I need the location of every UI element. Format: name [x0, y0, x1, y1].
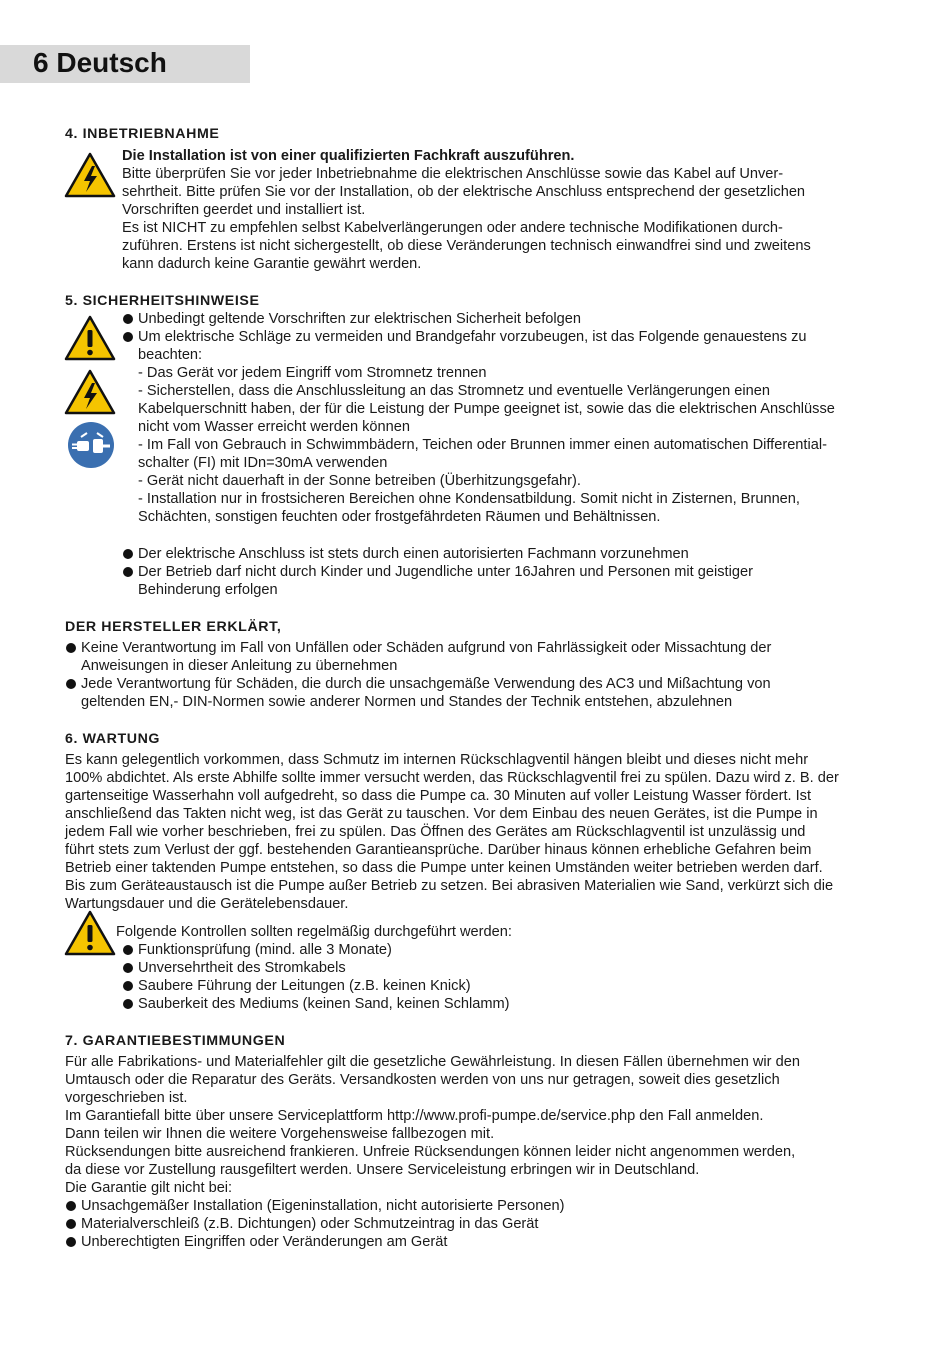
s7-line: Umtausch oder die Reparatur des Geräts. Versandkosten werden von uns nur getragen, soweit dies gesetzlich — [65, 1072, 780, 1088]
s5-line: - Im Fall von Gebrauch in Schwimmbädern, Teichen oder Brunnen immer einen automatischen Differential- — [138, 437, 827, 453]
s7-line: Rücksendungen bitte ausreichend frankieren. Unfreie Rücksendungen können leider nicht angenommen werden, — [65, 1144, 796, 1160]
manufacturer-line: Jede Verantwortung für Schäden, die durch die unsachgemäße Verwendung des AC3 und Mißachtung von — [81, 676, 771, 692]
s6-line: Es kann gelegentlich vorkommen, dass Schmutz im internen Rückschlagventil hängen bleibt und dieses nicht mehr — [65, 752, 809, 768]
s5-line: Um elektrische Schläge zu vermeiden und Brandgefahr vorzubeugen, ist das Folgende genauestens zu — [138, 329, 807, 345]
s6-line: anschließend das Takten nicht weg, ist das Gerät zu tauschen. Vor dem Einbau des neuen Gerätes, ist die Pumpe in — [65, 806, 818, 822]
s4-line: zuführen. Erstens ist nicht sichergestellt, ob diese Veränderungen technisch einwandfrei sind und zweitens — [122, 238, 811, 254]
s5-line: - Sicherstellen, dass die Anschlussleitung an das Stromnetz und eventuelle Verlängerungen einen — [138, 383, 770, 399]
s7-line: Dann teilen wir Ihnen die weitere Vorgehensweise fallbezogen mit. — [65, 1126, 495, 1142]
bullet-icon — [66, 643, 76, 653]
warning-icon — [64, 315, 116, 361]
section-7-heading: 7. GARANTIEBESTIMMUNGEN — [65, 1033, 286, 1049]
s6-line: Funktionsprüfung (mind. alle 3 Monate) — [138, 942, 392, 958]
s5-line: Schächten, sonstigen feuchten oder frostgefährdeten Räumen und Behältnissen. — [138, 509, 661, 525]
bullet-icon — [66, 679, 76, 689]
s7-line: da diese vor Zustellung rausgefiltert werden. Unsere Serviceleistung erbringen wir in Deutschland. — [65, 1162, 700, 1178]
s6-line: Saubere Führung der Leitungen (z.B. keinen Knick) — [138, 978, 471, 994]
s7-line: Die Garantie gilt nicht bei: — [65, 1180, 233, 1196]
s6-line: Folgende Kontrollen sollten regelmäßig durchgeführt werden: — [116, 924, 512, 940]
manufacturer-line: Keine Verantwortung im Fall von Unfällen oder Schäden aufgrund von Fahrlässigkeit oder Missachtung der — [81, 640, 772, 656]
bullet-icon — [123, 549, 133, 559]
s7-line: Für alle Fabrikations- und Materialfehler gilt die gesetzliche Gewährleistung. In diesen Fällen übernehmen wir den — [65, 1054, 800, 1070]
s7-line: Im Garantiefall bitte über unsere Serviceplattform http://www.profi-pumpe.de/service.php den Fall anmelden. — [65, 1108, 764, 1124]
bullet-icon — [123, 332, 133, 342]
s5-line: nicht vom Wasser erreicht werden können — [138, 419, 410, 435]
s5-line: Der Betrieb darf nicht durch Kinder und Jugendliche unter 16Jahren und Personen mit geistiger — [138, 564, 753, 580]
s6-line: gartenseitige Wasserhahn voll aufgedreht, so dass die Pumpe ca. 30 Minuten auf voller Leistung Wasser fördert. Ist — [65, 788, 812, 804]
s6-line: Betrieb einer taktenden Pumpe entstehen, so dass die Pumpe unter keinen Umständen weiter betrieben werden darf. — [65, 860, 823, 876]
bullet-icon — [123, 945, 133, 955]
bullet-icon — [123, 567, 133, 577]
s6-line: 100% abdichtet. Als erste Abhilfe sollte immer versucht werden, das Rückschlagventil frei zu spülen. Dazu wird z. B. der — [65, 770, 839, 786]
section-5-heading: 5. SICHERHEITSHINWEISE — [65, 293, 260, 309]
s5-line: - Gerät nicht dauerhaft in der Sonne betreiben (Überhitzungsgefahr). — [138, 473, 581, 489]
s5-line: - Installation nur in frostsicheren Bereichen ohne Kondensatbildung. Somit nicht in Zisternen, Brunnen, — [138, 491, 800, 507]
s5-line: schalter (FI) mit IDn=30mA verwenden — [138, 455, 388, 471]
s5-line: Unbedingt geltende Vorschriften zur elektrischen Sicherheit befolgen — [138, 311, 581, 327]
s4-line: Die Installation ist von einer qualifizierten Fachkraft auszuführen. — [122, 148, 575, 164]
s4-line: Vorschriften geerdet und installiert ist. — [122, 202, 366, 218]
s6-line: Unversehrtheit des Stromkabels — [138, 960, 346, 976]
s7-line: vorgeschrieben ist. — [65, 1090, 188, 1106]
bullet-icon — [123, 999, 133, 1009]
s5-line: - Das Gerät vor jedem Eingriff vom Stromnetz trennen — [138, 365, 487, 381]
s5-line: Behinderung erfolgen — [138, 582, 278, 598]
s4-line: Es ist NICHT zu empfehlen selbst Kabelverlängerungen oder andere technische Modifikationen durch- — [122, 220, 783, 236]
s6-line: führt stets zum Verlust der ggf. bestehenden Garantieansprüche. Darüber hinaus können erhebliche Gefahren beim — [65, 842, 812, 858]
warning-icon — [64, 910, 116, 956]
s4-line: Bitte überprüfen Sie vor jeder Inbetriebnahme die elektrischen Anschlüsse sowie das Kabel auf Unver- — [122, 166, 784, 182]
bullet-icon — [66, 1201, 76, 1211]
manufacturer-line: geltenden EN,- DIN-Normen sowie anderer Normen und Standes der Technik entstehen, abzulehnen — [81, 694, 733, 710]
s5-line: Kabelquerschnitt haben, der für die Leistung der Pumpe geeignet ist, sowie das die elektrischen Anschlüsse — [138, 401, 835, 417]
s6-line: jedem Fall wie vorher beschrieben, frei zu spülen. Das Öffnen des Gerätes am Rückschlagventil ist unzulässig und — [65, 824, 806, 840]
bullet-icon — [66, 1219, 76, 1229]
page-title: 6 Deutsch — [33, 47, 167, 78]
s6-line: Sauberkeit des Mediums (keinen Sand, keinen Schlamm) — [138, 996, 510, 1012]
s6-line: Wartungsdauer und die Gerätelebensdauer. — [65, 896, 349, 912]
section-6-heading: 6. WARTUNG — [65, 731, 161, 747]
disconnect-plug-icon — [67, 421, 115, 469]
s7-line: Materialverschleiß (z.B. Dichtungen) oder Schmutzeintrag in das Gerät — [81, 1216, 539, 1232]
manufacturer-line: Anweisungen in dieser Anleitung zu übernehmen — [81, 658, 398, 674]
s7-line: Unsachgemäßer Installation (Eigeninstallation, nicht autorisierte Personen) — [81, 1198, 565, 1214]
s6-line: Bis zum Geräteaustausch ist die Pumpe außer Betrieb zu setzen. Bei abrasiven Materialien wie Sand, verkürzt sich die — [65, 878, 834, 894]
electric-hazard-icon — [64, 369, 116, 415]
electric-hazard-icon — [64, 152, 116, 198]
bullet-icon — [123, 963, 133, 973]
bullet-icon — [123, 314, 133, 324]
manufacturer-heading: DER HERSTELLER ERKLÄRT, — [65, 619, 282, 635]
s4-line: sehrtheit. Bitte prüfen Sie vor der Installation, ob der elektrische Anschluss entsprechend der gesetzlichen — [122, 184, 806, 200]
s5-line: beachten: — [138, 347, 203, 363]
section-4-heading: 4. INBETRIEBNAHME — [65, 126, 220, 142]
bullet-icon — [66, 1237, 76, 1247]
s4-line: kann dadurch keine Garantie gewährt werden. — [122, 256, 422, 272]
s7-line: Unberechtigten Eingriffen oder Veränderungen am Gerät — [81, 1234, 448, 1250]
s5-line: Der elektrische Anschluss ist stets durch einen autorisierten Fachmann vorzunehmen — [138, 546, 689, 562]
bullet-icon — [123, 981, 133, 991]
